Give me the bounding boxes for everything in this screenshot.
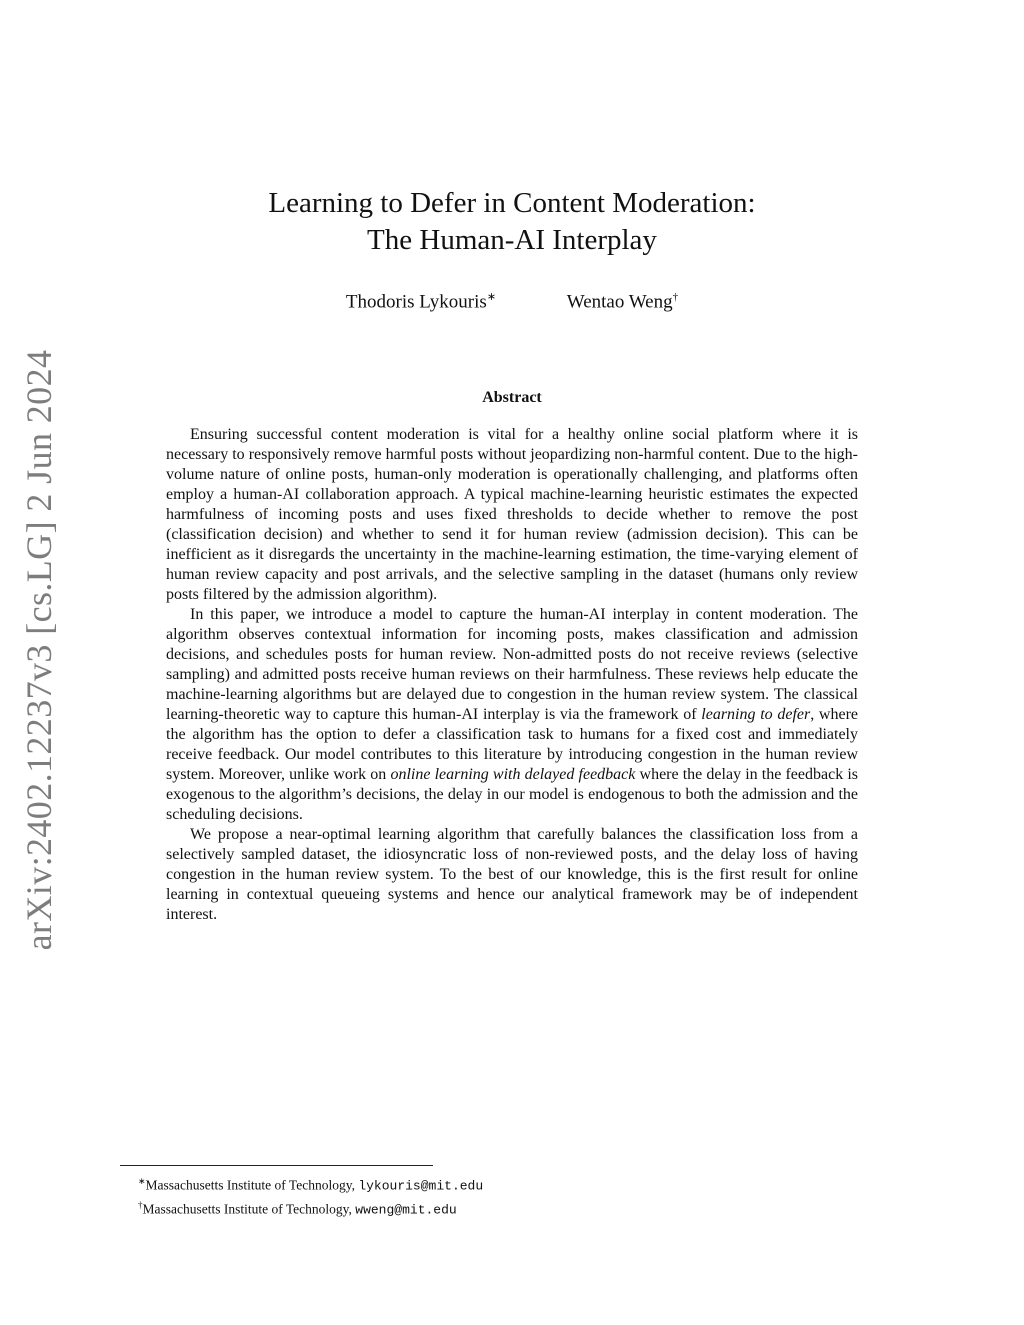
paragraph-text: In this paper, we introduce a model to capture the human-AI interplay in content moderation. The algorithm observes contextual information for incoming posts, makes classification and admission decisions, and schedules posts for human review. Non-admitted posts do not receive reviews (selective sampling) and admitted posts receive human reviews on their harmfulness. These reviews help educate the machine-learning algorithms but are delayed due to congestion in the human review system. The classical learning-theoretic way to capture this human-AI interplay is via the framework of (166, 606, 858, 723)
abstract-paragraph-3: We propose a near-optimal learning algorithm that carefully balances the classification loss from a selectively sampled dataset, the idiosyncratic loss of non-reviewed posts, and the delay loss of having congestion in the human review system. To the best of our knowledge, this is the first result for online learning in contextual queueing systems and hence our analytical framework may be of independent interest. (166, 826, 858, 923)
footnote-affiliation: Massachusetts Institute of Technology, (145, 1177, 359, 1193)
author-1 (346, 290, 496, 313)
author-footnote-mark: † (672, 291, 679, 303)
paragraph-text: where the delay in the feedback is exogenous to the algorithm’s decisions, the delay in our model is endogenous to both the admission and the scheduling decisions. (166, 766, 859, 823)
footnote-email[interactable]: wweng@mit.edu (355, 1202, 457, 1217)
arxiv-sidebar (10, 349, 68, 951)
abstract-heading: Abstract (482, 389, 542, 406)
author-2 (567, 291, 678, 313)
title-line-2: The Human-AI Interplay (367, 224, 657, 256)
emphasis-text: learning to defer (701, 706, 811, 723)
footnote-divider (120, 1165, 433, 1166)
paragraph-text: , where the algorithm has the option to defer a classification task to humans for a fixed cost and immediately receive feedback. Our model contributes to this literature by introducing congestion in the human review system. Moreover, unlike work on (166, 706, 859, 783)
arxiv-identifier: arXiv:2402.12237v3 [cs.LG] 2 Jun 2024 (19, 349, 59, 951)
author-name: Wentao Weng (566, 291, 673, 313)
footnote-1 (138, 1172, 838, 1196)
author-name: Thodoris Lykouris (345, 291, 487, 313)
abstract-body (166, 425, 858, 925)
footnote-affiliation: Massachusetts Institute of Technology, (142, 1201, 356, 1216)
footnotes (138, 1172, 838, 1219)
abstract-paragraph-1: Ensuring successful content moderation is vital for a healthy online social platform where it is necessary to responsively remove harmful posts without jeopardizing non-harmful content. Due to the high-volume nature of online posts, human-only moderation is operationally challenging, and platforms often employ a human-AI collaboration approach. A typical machine-learning heuristic estimates the expected harmfulness of incoming posts and uses fixed thresholds to decide whether to remove the post (classification decision) and whether to send it for human review (admission decision). This can be inefficient as it disregards the uncertainty in the machine-learning estimation, the time-varying element of human review capacity and post arrivals, and the selective sampling in the dataset (humans only review posts filtered by the admission algorithm). (166, 426, 858, 603)
footnote-email[interactable]: lykouris@mit.edu (358, 1178, 484, 1194)
paper-title (0, 185, 1024, 259)
abstract-paragraph-2 (166, 605, 858, 825)
footnote-2 (138, 1196, 838, 1220)
footnote-mark: † (138, 1199, 143, 1210)
author-footnote-mark: ∗ (486, 291, 497, 303)
title-line-1: Learning to Defer in Content Moderation: (268, 187, 756, 219)
emphasis-text: online learning with delayed feedback (390, 766, 636, 783)
footnote-mark: ∗ (138, 1176, 146, 1186)
author-list (0, 290, 1024, 313)
